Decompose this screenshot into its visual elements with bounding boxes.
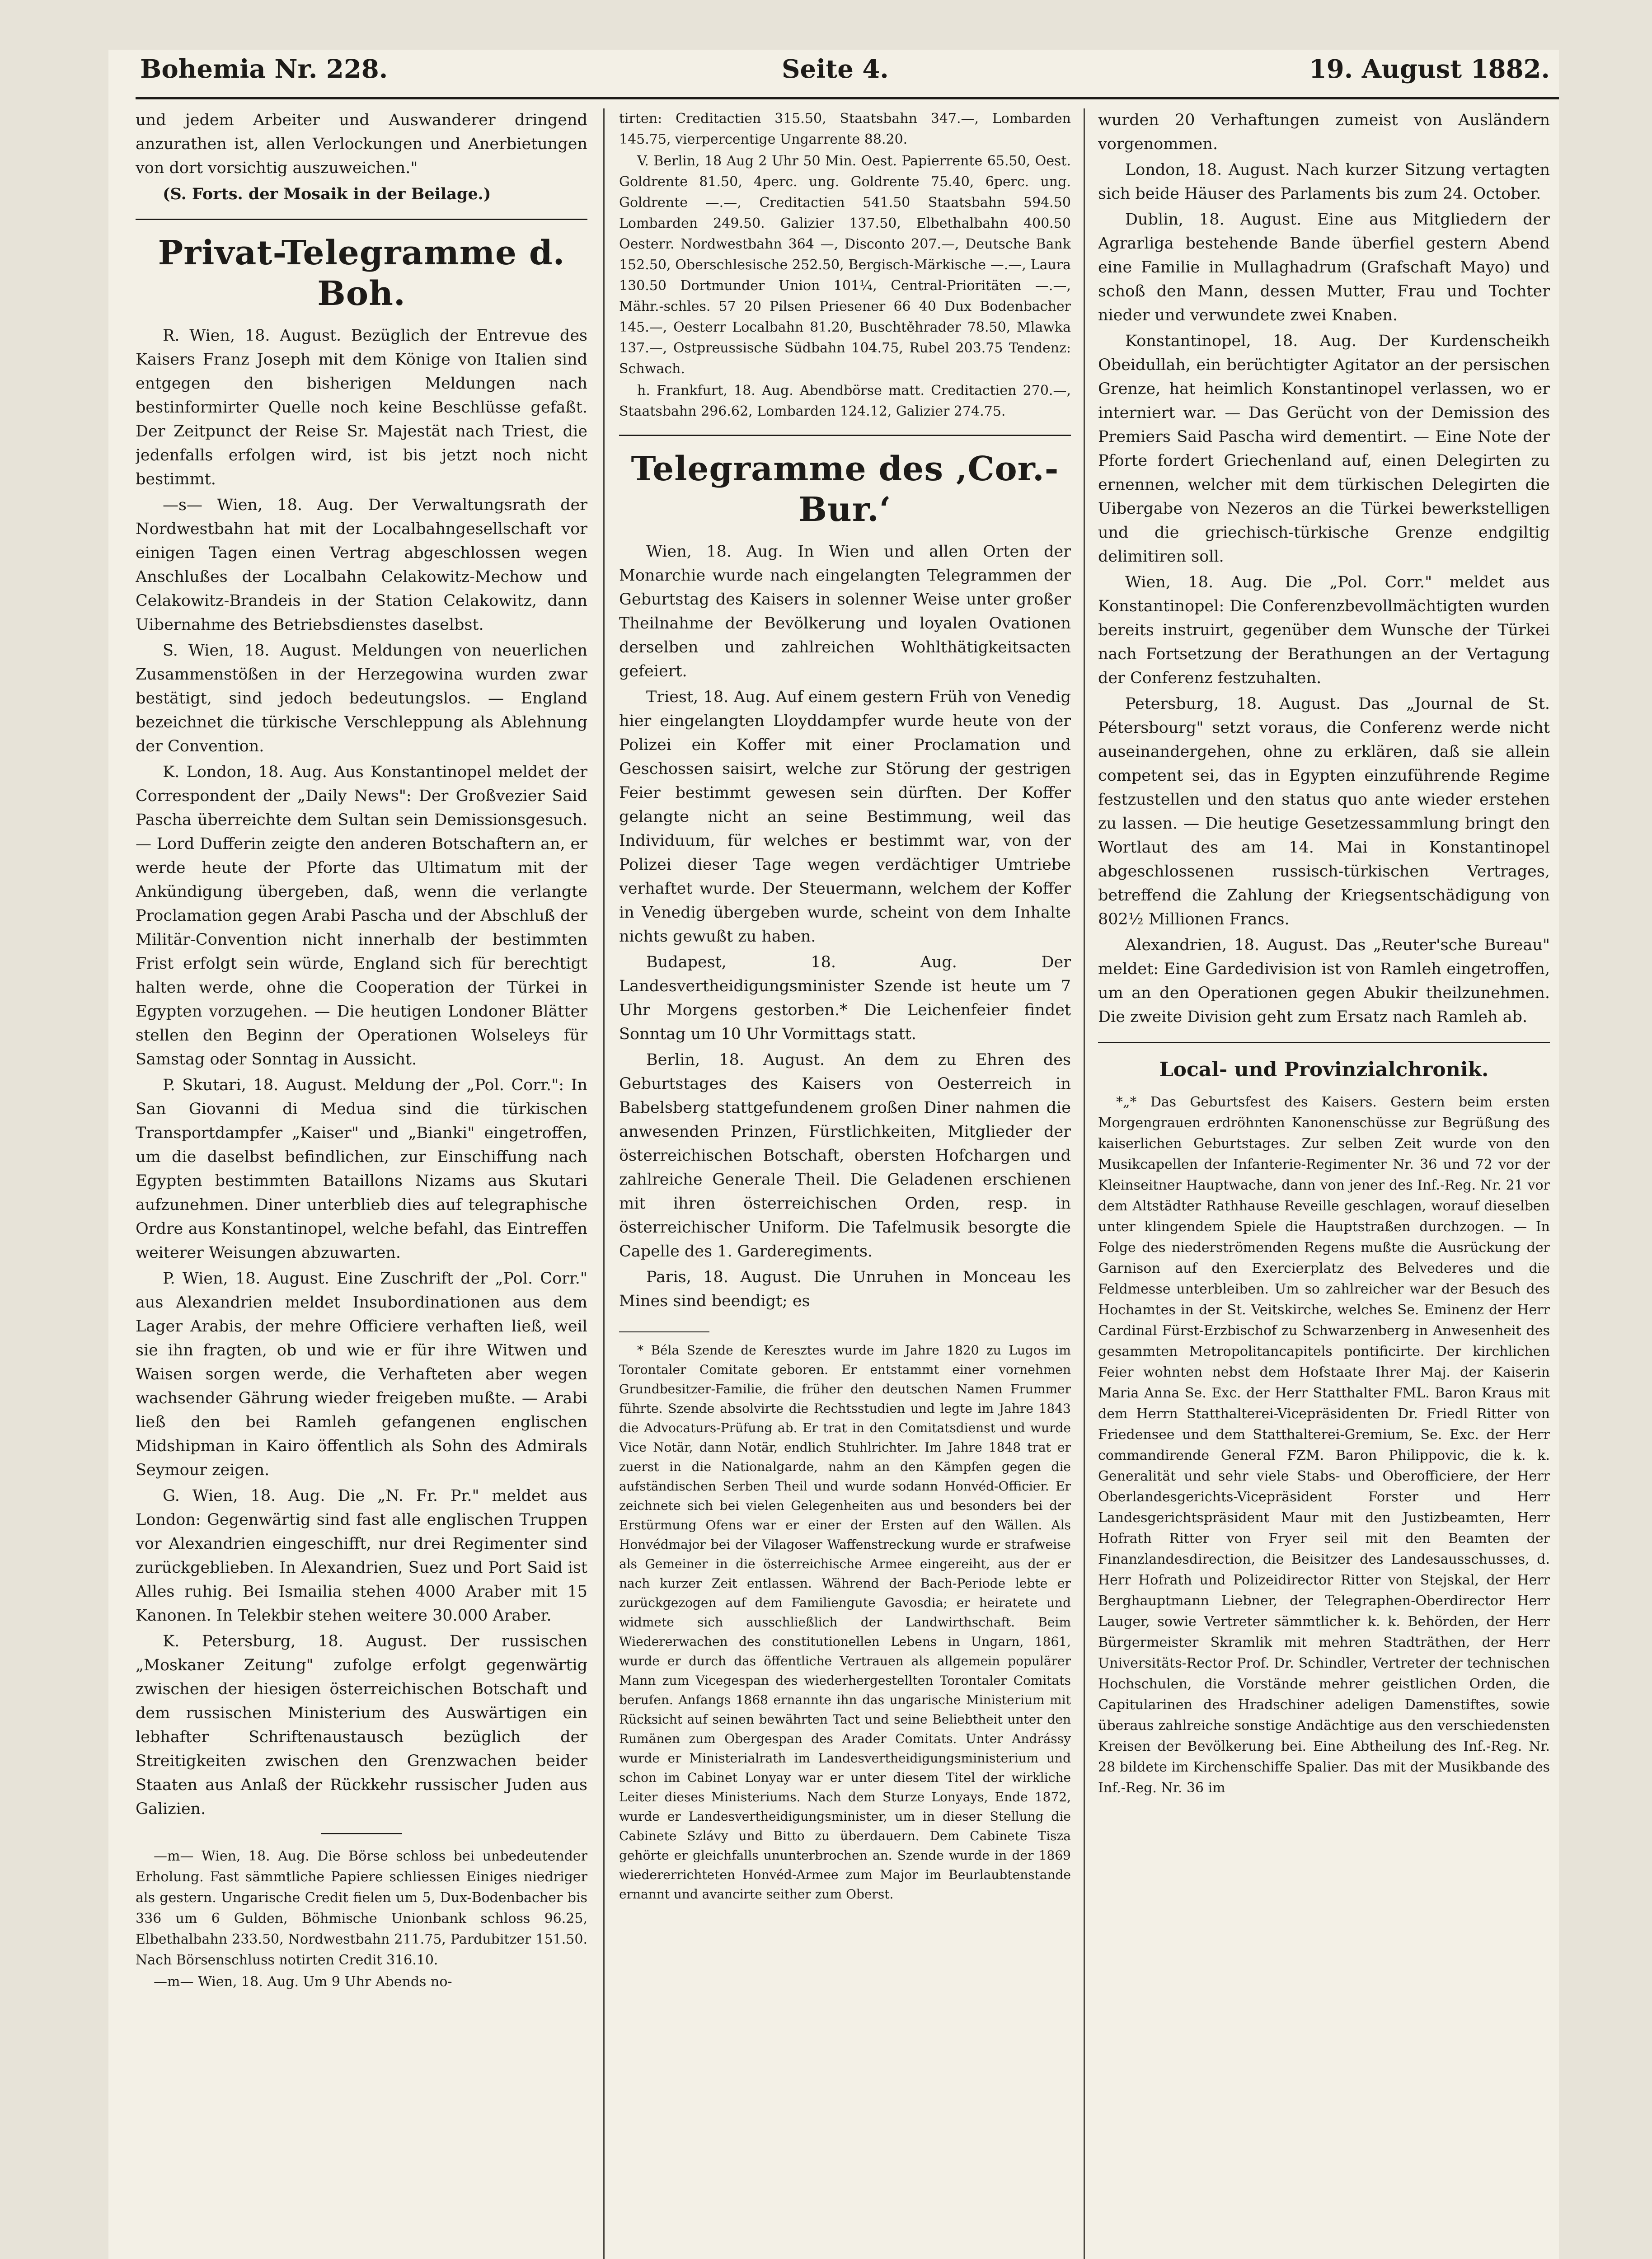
header-rule	[136, 97, 1559, 99]
telegram-item: G. Wien, 18. Aug. Die „N. Fr. Pr." meldet aus London: Gegenwärtig sind fast alle englischen Truppen vor Alexandrien eingeschifft, nur drei Regimenter sind zurückgeblieben. In Alexandrien, Suez und Port Said ist Alles ruhig. Bei Ismailia stehen 4000 Araber mit 15 Kanonen. In Telekbir stehen weitere 30.000 Araber.	[136, 1487, 587, 1625]
continuation-note: (S. Forts. der Mosaik in der Beilage.)	[163, 185, 491, 203]
issue-date: 19. August 1882.	[1309, 54, 1550, 84]
telegram-item: K. Petersburg, 18. August. Der russischen „Moskaner Zeitung" zufolge erfolgt gegenwärtig zwischen der hiesigen österreichischen Botschaft und dem russischen Ministerium des Auswärtigen ein lebhafter Schriftenaustausch bezüglich der Streitigkeiten zwischen den Grenzwachen beider Staaten aus Anlaß der Rückkehr russischer Juden aus Galizien.	[136, 1632, 587, 1818]
column-divider	[603, 108, 605, 2259]
page-number: Seite 4.	[782, 54, 889, 84]
telegram-item: Wien, 18. Aug. Die „Pol. Corr." meldet aus Konstantinopel: Die Conferenzbevollmächtigten wurden bereits instruirt, gegenüber dem Wunsche der Türkei nach Fortsetzung der Berathungen an der Vertagung der Conferenz festzuhalten.	[1098, 573, 1550, 687]
column-divider	[1084, 108, 1085, 2259]
telegram-item: P. Skutari, 18. August. Meldung der „Pol. Corr.": In San Giovanni di Medua sind die türkischen Transportdampfer „Kaiser" und „Bianki" eingetroffen, um die daselbst befindlichen, zur Einschiffung nach Egypten bestimmten Bataillons Nizams aus Skutari aufzunehmen. Diner unterblieb dies auf telegraphische Ordre aus Konstantinopel, welche befahl, das Eintreffen weiterer Weisungen abzuwarten.	[136, 1076, 587, 1262]
telegram-item: Wien, 18. Aug. In Wien und allen Orten der Monarchie wurde nach eingelangten Telegrammen der Geburtstag des Kaisers in solenner Weise unter großer Theilnahme der Bevölkerung und loyalen Ovationen derselben und zahlreichen Wohlthätigkeitsacten gefeiert.	[619, 543, 1071, 680]
section-title-cor-bur: Telegramme des ‚Cor.-Bur.‘	[631, 450, 1059, 529]
short-rule	[321, 1833, 402, 1834]
telegram-item: London, 18. August. Nach kurzer Sitzung vertagten sich beide Häuser des Parlaments bis zum 24. October.	[1098, 161, 1550, 203]
telegram-item: Dublin, 18. August. Eine aus Mitgliedern der Agrarliga bestehende Bande überfiel gestern Abend eine Familie in Mullaghadrum (Grafschaft Mayo) und schoß den Mann, dessen Mutter, Frau und Tochter nieder und verwundete zwei Knaben.	[1098, 211, 1550, 324]
section-rule	[619, 435, 1071, 436]
telegram-item: Konstantinopel, 18. Aug. Der Kurdenscheikh Obeidullah, ein berüchtigter Agitator an der persischen Grenze, hat heimlich Konstantinopel verlassen, wo er interniert war. — Das Gerücht von der Demission des Premiers Said Pascha wird dementirt. — Eine Note der Pforte fordert Griechenland auf, einen Delegirten zu ernennen, welcher mit dem türkischen Delegirten die Uibergabe von Nezeros an die Türkei bewerkstelligen und die griechisch-türkische Grenze endgiltig delimitiren soll.	[1098, 332, 1550, 566]
telegram-item: wurden 20 Verhaftungen zumeist von Ausländern vorgenommen.	[1098, 111, 1550, 153]
telegram-item: S. Wien, 18. August. Meldungen von neuerlichen Zusammenstößen in der Herzegowina wurden zwar bestätigt, sind jedoch bedeutungslos. — England bezeichnet die türkische Verschleppung als Ablehnung der Convention.	[136, 642, 587, 755]
telegram-item: —s— Wien, 18. Aug. Der Verwaltungsrath der Nordwestbahn hat mit der Localbahngesellschaft vor einigen Tagen einen Vertrag abgeschlossen wegen Anschlußes der Localbahn Celakowitz-Mechow und Celakowitz-Brandeis in der Station Celakowitz, dann Uibernahme des Betriebsdienstes daselbst.	[136, 496, 587, 634]
footnote-rule	[619, 1331, 709, 1332]
section-title-private-telegrams: Privat-Telegramme d. Boh.	[158, 234, 565, 313]
telegram-item: Alexandrien, 18. August. Das „Reuter'sche Bureau" meldet: Eine Gardedivision ist von Ramleh eingetroffen, um an den Operationen gegen Abukir theilzunehmen. Die zweite Division geht zum Ersatz nach Ramleh ab.	[1098, 936, 1550, 1026]
column-3	[1098, 108, 1550, 2259]
telegram-item: Petersburg, 18. August. Das „Journal de St. Pétersbourg" setzt voraus, die Conferenz werde nicht auseinandergehen, ohne zu erklären, daß sie allein competent sei, das in Egypten einzuführende Regime festzustellen und den status quo ante wieder erstehen zu lassen. — Die heutige Gesetzessammlung bringt den Wortlaut des am 14. Mai in Konstantinopel abgeschlossenen russisch-türkischen Vertrages, betreffend die Zahlung der Kriegsentschädigung von 802½ Millionen Francs.	[1098, 695, 1550, 928]
stock-report: h. Frankfurt, 18. Aug. Abendbörse matt. Creditactien 270.—, Staatsbahn 296.62, Lombarden 124.12, Galizier 274.75.	[619, 383, 1071, 419]
column-2	[619, 108, 1071, 2259]
chronicle-item: *„* Das Geburtsfest des Kaisers. Gestern beim ersten Morgengrauen erdröhnten Kanonenschüsse zur Begrüßung des kaiserlichen Geburtstages. Zur selben Zeit wurde von den Musikcapellen der Infanterie-Regimenter Nr. 36 und 72 vor der Kleinseitner Hauptwache, dann von jener des Inf.-Reg. Nr. 21 vor dem Altstädter Rathhause Reveille geschlagen, worauf dieselben unter klingendem Spiele die Hauptstraßen durchzogen. — In Folge des niederströmenden Regens mußte die Ausrückung der Garnison auf den Exercierplatz des Belvederes und die Feldmesse unterbleiben. Um so zahlreicher war der Besuch des Hochamtes in der St. Veitskirche, welches Se. Eminenz der Herr Cardinal Fürst-Erzbischof zu Schwarzenberg in Anwesenheit des gesammten Metropolitancapitels pontificirte. Der kirchlichen Feier wohnten nebst dem Hofstaate Ihrer Maj. der Kaiserin Maria Anna Se. Exc. der Herr Statthalter FML. Baron Kraus mit dem Herrn Statthalterei-Vicepräsidenten Dr. Friedl Ritter von Friedensee und dem Statthalterei-Gremium, Se. Exc. der Herr commandirende General FZM. Baron Philippovic, die k. k. Generalität und sehr viele Stabs- und Oberofficiere, der Herr Oberlandesgerichts-Vicepräsident Forster und Herr Landesgerichtspräsident Maur mit den Justizbeamten, Herr Hofrath Ritter von Fryer seil mit den Beamten der Finanzlandesdirection, die Beisitzer des Landesausschusses, d. Herr Hofrath und Polizeidirector Ritter von Stejskal, der Herr Berghauptmann Liebner, der Telegraphen-Oberdirector Herr Lauger, sowie Vertreter sämmtlicher k. k. Behörden, der Herr Bürgermeister Skramlik mit mehren Stadträthen, der Herr Universitäts-Rector Prof. Dr. Schindler, Vertreter der technischen Hochschulen, die Vorstände mehrer geistlichen Orden, die Capitularinen des Hradschiner adeligen Damenstiftes, sowie überaus zahlreiche sonstige Andächtige aus den verschiedensten Kreisen der Bevölkerung bei. Eine Abtheilung des Inf.-Reg. Nr. 28 bildete im Kirchenschiffe Spalier. Das mit der Musikbande des Inf.-Reg. Nr. 36 im	[1098, 1094, 1550, 1796]
section-rule	[136, 219, 587, 220]
footnote: * Béla Szende de Keresztes wurde im Jahre 1820 zu Lugos im Torontaler Comitate geboren. Er entstammt einer vornehmen Grundbesitzer-Familie, die früher den deutschen Namen Frummer führte. Szende absolvirte die Rechtsstudien und legte im Jahre 1843 die Advocaturs-Prüfung ab. Er trat in den Comitatsdienst und wurde Vice Notär, dann Notär, endlich Stuhlrichter. Im Jahre 1848 trat er zuerst in die Nationalgarde, nahm an den Kämpfen gegen die aufständischen Serben Theil und wurde sodann Honvéd-Officier. Er zeichnete sich bei vielen Gelegenheiten aus und besonders bei der Erstürmung Ofens war er einer der Ersten auf den Wällen. Als Honvédmajor bei der Vilagoser Waffenstreckung wurde er strafweise als Gemeiner in die österreichische Armee eingereiht, aus der er nach kurzer Zeit entlassen. Während der Bach-Periode lebte er zurückgezogen auf dem Familiengute Gavosdia; er heiratete und widmete sich ausschließlich der Landwirthschaft. Beim Wiedererwachen des constitutionellen Lebens in Ungarn, 1861, wurde er durch das öffentliche Vertrauen als allgemein populärer Mann zum Vicegespan des wiederhergestellten Torontaler Comitats berufen. Anfangs 1868 ernannte ihn das ungarische Ministerium mit Rücksicht auf seinen bewährten Tact und seine Beliebtheit unter den Rumänen zum Obergespan des Arader Comitats. Unter Andrássy wurde er Ministerialrath im Landesvertheidigungsministerium und schon im Cabinet Lonyay war er unter diesem Titel der wirkliche Leiter dieses Ministeriums. Nach dem Sturze Lonyays, Ende 1872, wurde er Landesvertheidigungsminister, um in dieser Stellung die Cabinete Szlávy und Bitto zu überdauern. Dem Cabinete Tisza gehörte er gleichfalls ununterbrochen an. Szende wurde in der 1869 wiedererrichteten Honvéd-Armee zum Major im Beurlaubtenstande ernannt und avancirte seither zum Oberst.	[619, 1343, 1071, 1902]
newspaper-page	[108, 50, 1559, 2259]
article-continuation: und jedem Arbeiter und Auswanderer dringend anzurathen ist, allen Verlockungen und Anerbietungen von dort vorsichtig auszuweichen."	[136, 111, 587, 177]
stock-report: —m— Wien, 18. Aug. Die Börse schloss bei unbedeutender Erholung. Fast sämmtliche Papiere schliessen Einiges niedriger als gestern. Ungarische Credit fielen um 5, Dux-Bodenbacher bis 336 um 6 Gulden, Böhmische Unionbank schloss 96.25, Elbethalbahn 233.50, Nordwestbahn 211.75, Pardubitzer 151.50. Nach Börsenschluss notirten Credit 316.10.	[136, 1848, 587, 1968]
stock-report: V. Berlin, 18 Aug 2 Uhr 50 Min. Oest. Papierrente 65.50, Oest. Goldrente 81.50, 4perc. ung. Goldrente 75.40, 6perc. ung. Goldrente —.—, Creditactien 541.50 Staatsbahn 594.50 Lombarden 249.50. Galizier 137.50, Elbethalbahn 400.50 Oesterr. Nordwestbahn 364 —, Disconto 207.—, Deutsche Bank 152.50, Oberschlesische 252.50, Bergisch-Märkische —.—, Laura 130.50 Dortmunder Union 101¼, Central-Prioritäten —.—, Mähr.-schles. 57 20 Pilsen Priesener 66 40 Dux Bodenbacher 145.—, Oesterr Localbahn 81.20, Buschtěhrader 78.50, Mlawka 137.—, Ostpreussische Südbahn 104.75, Rubel 203.75 Tendenz: Schwach.	[619, 153, 1071, 377]
telegram-item: Paris, 18. August. Die Unruhen in Monceau les Mines sind beendigt; es	[619, 1268, 1071, 1310]
telegram-item: Triest, 18. Aug. Auf einem gestern Früh von Venedig hier eingelangten Lloyddampfer wurde heute von der Polizei ein Koffer mit einer Proclamation und Geschossen saisirt, welche zur Störung der gestrigen Feier bestimmt gewesen sein dürften. Der Koffer gelangte nicht an seine Bestimmung, weil das Individuum, für welches er bestimmt war, von der Polizei dieser Tage wegen verdächtiger Umtriebe verhaftet wurde. Der Steuermann, welchem der Koffer in Venedig übergeben wurde, scheint von dem Inhalte nichts gewußt zu haben.	[619, 688, 1071, 946]
telegram-item: K. London, 18. Aug. Aus Konstantinopel meldet der Correspondent der „Daily News": Der Großvezier Said Pascha überreichte dem Sultan sein Demissionsgesuch. — Lord Dufferin zeigte den anderen Botschaftern an, er werde heute der Pforte das Ultimatum mit der Ankündigung übergeben, daß, wenn die verlangte Proclamation gegen Arabi Pascha und der Abschluß der Militär-Convention nicht innerhalb der bestimmten Frist erfolgt sein würde, England sich für berechtigt halten werde, ohne die Cooperation der Türkei in Egypten vorzugehen. — Die heutigen Londoner Blätter stellen den Beginn der Operationen Wolseleys für Samstag oder Sonntag in Aussicht.	[136, 763, 587, 1069]
telegram-item: Berlin, 18. August. An dem zu Ehren des Geburtstages des Kaisers von Oesterreich in Babelsberg stattgefundenem großen Diner nahmen die anwesenden Prinzen, Fürstlichkeiten, Mitglieder der österreichischen Botschaft, obersten Hofchargen und zahlreiche Generale Theil. Die Geladenen erschienen mit ihren österreichischen Orden, resp. in österreichischer Uniform. Die Tafelmusik besorgte die Capelle des 1. Garderegiments.	[619, 1051, 1071, 1261]
telegram-item: P. Wien, 18. August. Eine Zuschrift der „Pol. Corr." aus Alexandrien meldet Insubordinationen aus dem Lager Arabis, der mehre Officiere verhaften ließ, weil sie ihn fragten, ob und wie er für ihre Witwen und Waisen sorgen werde, die Verhafteten aber wegen wachsender Gährung wieder freigeben mußte. — Arabi ließ den bei Ramleh gefangenen englischen Midshipman in Kairo öffentlich als Sohn des Admirals Seymour zeigen.	[136, 1270, 587, 1479]
telegram-item: R. Wien, 18. August. Bezüglich der Entrevue des Kaisers Franz Joseph mit dem Könige von Italien sind entgegen den bisherigen Meldungen nach bestinformirter Quelle noch keine Beschlüsse gefaßt. Der Zeitpunct der Reise Sr. Majestät nach Triest, die jedenfalls erfolgen wird, ist bis jetzt noch nicht bestimmt.	[136, 327, 587, 488]
stock-report: tirten: Creditactien 315.50, Staatsbahn 347.—, Lombarden 145.75, vierpercentige Ungarrente 88.20.	[619, 111, 1071, 147]
stock-report: —m— Wien, 18. Aug. Um 9 Uhr Abends no-	[154, 1974, 452, 1990]
telegram-item: Budapest, 18. Aug. Der Landesvertheidigungsminister Szende ist heute um 7 Uhr Morgens gestorben.* Die Leichenfeier findet Sonntag um 10 Uhr Vormittags statt.	[619, 953, 1071, 1043]
column-1	[136, 108, 587, 2259]
page-header	[108, 50, 1559, 90]
section-title-local-chronicle: Local- und Provinzialchronik.	[1159, 1058, 1489, 1081]
section-rule	[1098, 1042, 1550, 1043]
masthead-issue: Bohemia Nr. 228.	[140, 54, 388, 84]
